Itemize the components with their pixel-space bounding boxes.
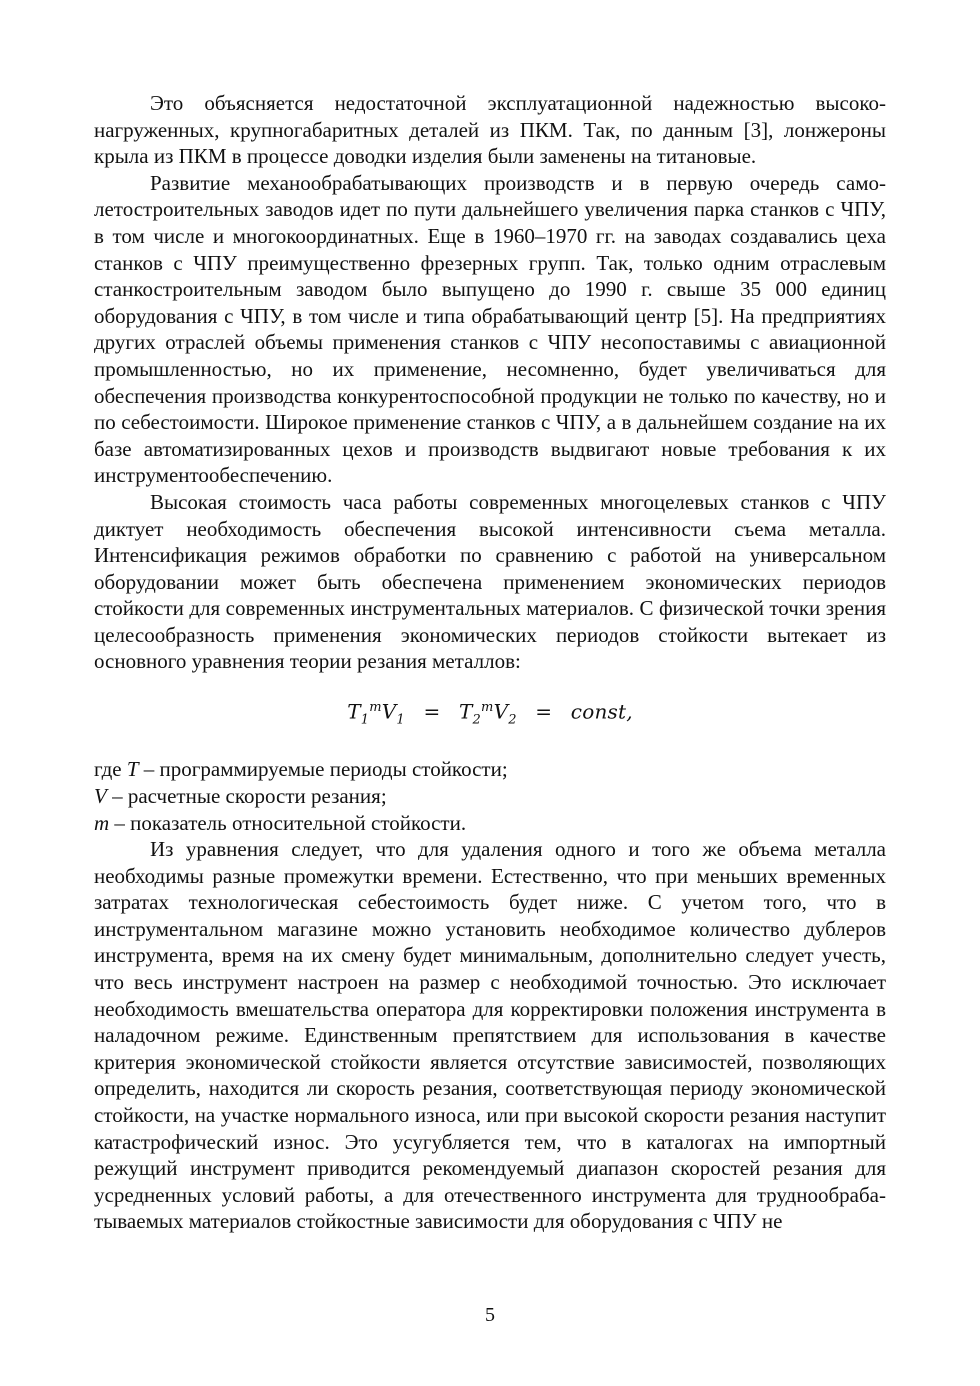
definition-m-symbol: m [94, 810, 110, 835]
definition-t-prefix: где [94, 757, 127, 782]
definition-t [94, 756, 886, 783]
formula-eq-1: = [423, 699, 441, 724]
formula-t2: T [459, 699, 473, 724]
definition-t-symbol: T [126, 757, 139, 782]
paragraph-1: Это объясняется недостаточной эксплуатационной надежностью высоконагруженных, крупногабаритных деталей из ПКМ. Так, по данным [3], лонжероны крыла из ПКМ в процессе доводки изделия были заменены на титановые. [94, 91, 886, 169]
definition-v-text: – расчетные скорости резания; [106, 783, 387, 808]
paragraph-3: Высокая стоимость часа работы современных многоцелевых станков с ЧПУ диктует необходимость обеспечения высокой интенсивности съема металла. Интенсификация режимов обработки по сравнению с работой на универсальном оборудовании может быть обеспечена применением экономических периодов стойкости для современных инструментальных материалов. С физической точки зрения целесообразность применения экономических периодов стойкости вытекает из основного уравнения теории резания металлов: [94, 489, 886, 674]
document-page [94, 90, 886, 1235]
formula-v1: V [381, 699, 397, 724]
formula-const: const [570, 699, 627, 724]
tool-life-formula [94, 695, 886, 734]
formula-t1: T [347, 699, 361, 724]
formula-exp-1: m [369, 700, 382, 716]
paragraph-2: Развитие механообрабатывающих производств и в первую очередь самолетостроительных заводов идет по пути дальнейшего увеличения парка станков с ЧПУ, в том числе и многокоординатных. Еще в 1960–1970 гг. на заводах создавались цеха станков с ЧПУ преимущественно фрезерных групп. Так, только одним отраслевым станкостроительным заводом было выпущено до 1990 г. свыше 35 000 единиц оборудования с ЧПУ, в том числе и типа обрабатывающий центр [5]. На предприятиях других отраслей объемы применения станков с ЧПУ несопоставимы с авиационной промышленностью, но их применение, несомненно, будет увеличиваться для обеспечения производства конкурентоспособной продукции не только по качеству, но и по себестоимости. Широкое применение станков с ЧПУ, а в дальнейшем создание на их базе автоматизированных цехов и производств выдвигают новые требования к их инструментообеспечению. [94, 170, 886, 488]
page-number: 5 [485, 1304, 495, 1326]
formula-eq-2: = [535, 699, 553, 724]
definition-v [94, 783, 886, 810]
paragraph-4: Из уравнения следует, что для удаления одного и того же объема металла необходимы разные промежутки времени. Естественно, что при меньших временных затратах технологическая себестоимость будет ниже. С учетом того, что в инструментальном магазине можно установить необходимое количество дублеров инструмента, время на их смену будет минимальным, дополнительно следует учесть, что весь инструмент настроен на размер с необходимой точностью. Это исключает необходимость вмешательства оператора для корректировки положения инструмента в наладочном режиме. Единственным препятствием для использования в качестве критерия экономической стойкости является отсутствие зависимостей, позволяющих определить, находится ли скорость резания, соответствующая периоду экономической стойкости, на участке нормального износа, или при высокой скорости резания наступит катастрофический износ. Это усугубляется тем, что в каталогах на импортный режущий инструмент приводится рекомендуемый диапазон скоростей резания для усредненных условий работы, а для отечественного инструмента для труднообрабатываемых материалов стойкостные зависимости для оборудования с ЧПУ не [94, 837, 886, 1234]
definition-m [94, 810, 886, 837]
formula-sub-1b: 1 [396, 712, 405, 728]
definition-t-text: – программируемые периоды стойкости; [138, 757, 508, 782]
definition-v-symbol: V [94, 783, 107, 808]
formula-comma: , [626, 699, 633, 724]
formula-sub-2a: 2 [472, 712, 482, 728]
formula-sub-2b: 2 [508, 712, 517, 728]
formula-v2: V [493, 699, 509, 724]
formula-sub-1a: 1 [360, 712, 370, 728]
formula-exp-2: m [481, 700, 494, 716]
definition-m-text: – показатель относительной стойкости. [109, 810, 467, 835]
